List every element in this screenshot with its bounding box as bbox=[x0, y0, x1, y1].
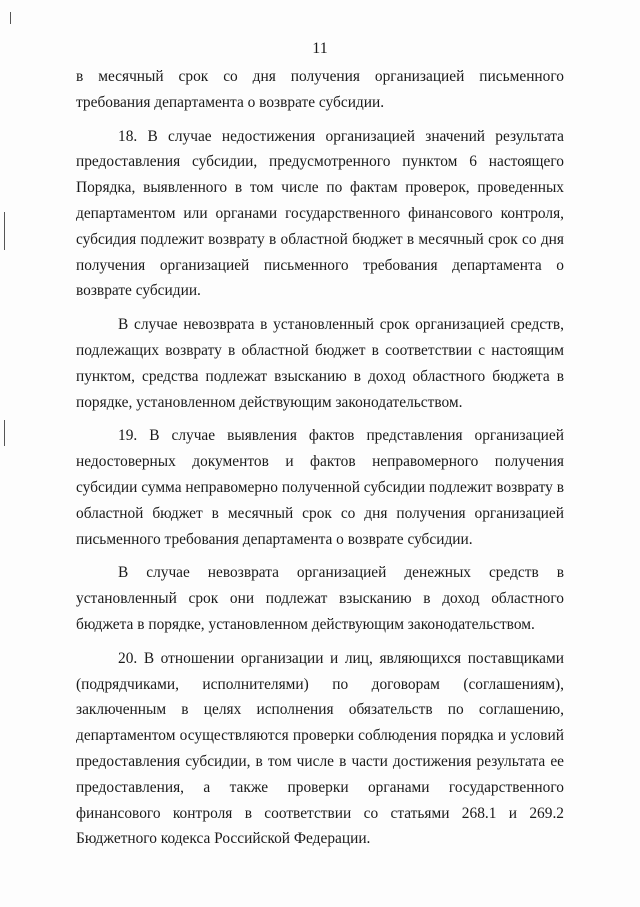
scan-artifact bbox=[10, 12, 11, 24]
scan-artifact bbox=[4, 420, 5, 446]
paragraph-continuation: в месячный срок со дня получения организацией письменного требования департамента о возврате субсидии. bbox=[76, 68, 564, 111]
page-number: 11 bbox=[312, 40, 328, 57]
scan-artifact bbox=[4, 212, 5, 250]
document-body bbox=[76, 64, 564, 852]
paragraph-18-continued: В случае невозврата в установленный срок организацией средств, подлежащих возврату в областной бюджет в соответствии с настоящим пунктом, средства подлежат взысканию в доход областного бюджета в порядке, установленном действующим законодательством. bbox=[76, 316, 564, 411]
paragraph-18: 18. В случае недостижения организацией значений результата предоставления субсидии, предусмотренного пунктом 6 настоящего Порядка, выявленного в том числе по фактам проверок, проведенных департаментом или органами государственного финансового контроля, субсидия подлежит возврату в областной бюджет в месячный срок со дня получения организацией письменного требования департамента о возврате субсидии. bbox=[76, 127, 564, 300]
paragraph-19-continued: В случае невозврата организацией денежных средств в установленный срок они подлежат взысканию в доход областного бюджета в порядке, установленном действующим законодательством. bbox=[76, 564, 564, 633]
paragraph-20: 20. В отношении организации и лиц, являющихся поставщиками (подрядчиками, исполнителями) по договорам (соглашениям), заключенным в целях исполнения обязательств по соглашению, департаментом осуществляются проверки соблюдения порядка и условий предоставления субсидии, в том числе в части достижения результата ее предоставления, а также проверки органами государственного финансового контроля в соответствии со статьями 268.1 и 269.2 Бюджетного кодекса Российской Федерации. bbox=[76, 649, 564, 848]
paragraph-19: 19. В случае выявления фактов представления организацией недостоверных документов и фактов неправомерного получения субсидии сумма неправомерно полученной субсидии подлежит возврату в областной бюджет в месячный срок со дня получения организацией письменного требования департамента о возврате субсидии. bbox=[76, 427, 564, 548]
